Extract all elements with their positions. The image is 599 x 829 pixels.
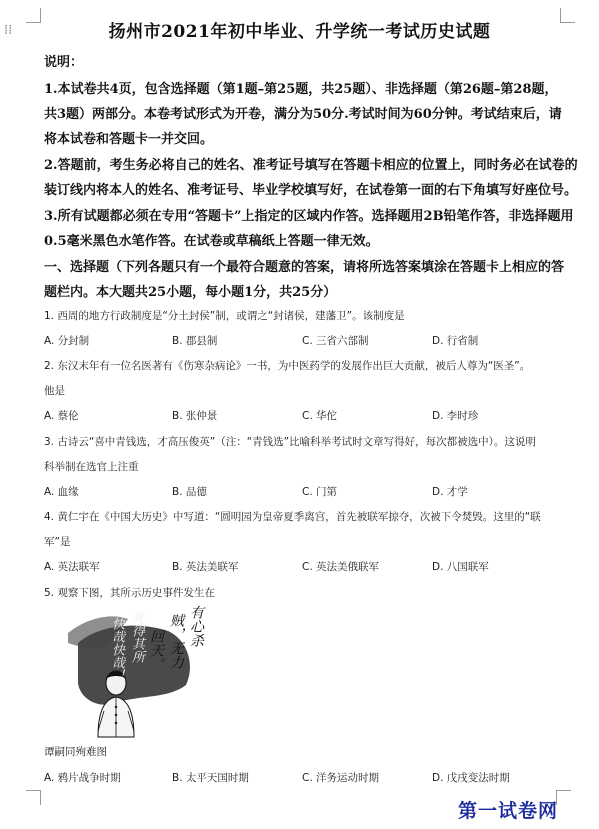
question-5-illustration xyxy=(68,603,206,739)
question-3-stem: 3. 古诗云“喜中青钱选，才高压俊英”（注：“青钱选”比喻科举考试时文章写得好，每次都被选中）。这说明 xyxy=(44,436,536,448)
question-4-option-d[interactable]: D. 八国联军 xyxy=(432,561,489,573)
question-3-option-b[interactable]: B. 品德 xyxy=(172,486,207,498)
instruction-line: 共3题）两部分。本卷考试形式为开卷，满分为50分.考试时间为60分钟。考试结束后，请 xyxy=(44,107,562,122)
question-1-option-d[interactable]: D. 行省制 xyxy=(432,335,479,347)
question-3-option-a[interactable]: A. 血缘 xyxy=(44,486,79,498)
drag-handle-icon[interactable]: ⁞⁞ xyxy=(4,23,13,38)
figure-text: 快哉快哉！ xyxy=(109,617,124,682)
instruction-line: 1.本试卷共4页，包含选择题（第1题–第25题，共25题）、非选择题（第26题–第28题， xyxy=(44,82,558,97)
figure-text: 贼，无力 xyxy=(168,613,184,669)
question-2-stem: 他是 xyxy=(44,385,65,397)
question-2-option-a[interactable]: A. 蔡伦 xyxy=(44,410,79,422)
question-3-option-c[interactable]: C. 门第 xyxy=(302,486,338,498)
section-heading: 题栏内。本大题共25小题，每小题1分，共25分） xyxy=(44,285,337,300)
question-1-stem: 1. 西周的地方行政制度是“分土封侯”制，或谓之“封诸侯，建藩卫”。该制度是 xyxy=(44,310,405,322)
instruction-line: 装订线内将本人的姓名、准考证号、毕业学校填写好，在试卷第一面的右下角填写好座位号。 xyxy=(44,183,578,198)
question-4-stem: 军”是 xyxy=(44,536,71,548)
instruction-line: 3.所有试题都必须在专用“答题卡”上指定的区域内作答。选择题用2B铅笔作答，非选择题用 xyxy=(44,209,574,224)
instructions-heading: 说明： xyxy=(44,55,84,70)
instruction-line: 将本试卷和答题卡一并交回。 xyxy=(44,132,214,147)
figure-text: 回天。 xyxy=(148,629,164,671)
figure-text: 死得其所 xyxy=(129,611,144,663)
question-2-option-b[interactable]: B. 张仲景 xyxy=(172,410,218,422)
question-1-option-a[interactable]: A. 分封制 xyxy=(44,335,90,347)
question-5-option-b[interactable]: B. 太平天国时期 xyxy=(172,772,249,784)
crop-mark-bottom-left xyxy=(26,790,41,805)
section-heading: 一、选择题（下列各题只有一个最符合题意的答案，请将所选答案填涂在答题卡上相应的答 xyxy=(44,260,565,275)
crop-mark-bottom-right xyxy=(556,790,571,805)
question-5-option-a[interactable]: A. 鸦片战争时期 xyxy=(44,772,121,784)
page-title: 扬州市2021年初中毕业、升学统一考试历史试题 xyxy=(108,22,491,42)
question-4-option-a[interactable]: A. 英法联军 xyxy=(44,561,100,573)
question-5-caption: 谭嗣同殉难图 xyxy=(44,746,107,758)
question-1-option-c[interactable]: C. 三省六部制 xyxy=(302,335,369,347)
question-1-option-b[interactable]: B. 郡县制 xyxy=(172,335,218,347)
question-2-stem: 2. 东汉末年有一位名医著有《伤寒杂病论》一书，为中医药学的发展作出巨大贡献，被后人尊为“医圣”。 xyxy=(44,360,531,372)
figure-calligraphy xyxy=(68,603,206,739)
question-5-option-c[interactable]: C. 洋务运动时期 xyxy=(302,772,380,784)
question-3-option-d[interactable]: D. 才学 xyxy=(432,486,468,498)
figure-text: 有心杀 xyxy=(188,605,204,647)
question-3-stem: 科举制在选官上注重 xyxy=(44,461,139,473)
question-5-stem: 5. 观察下图，其所示历史事件发生在 xyxy=(44,587,215,599)
instruction-line: 0.5毫米黑色水笔作答。在试卷或草稿纸上答题一律无效。 xyxy=(44,234,379,249)
question-5-option-d[interactable]: D. 戊戌变法时期 xyxy=(432,772,510,784)
question-4-option-c[interactable]: C. 英法美俄联军 xyxy=(302,561,380,573)
question-4-option-b[interactable]: B. 英法美联军 xyxy=(172,561,239,573)
question-2-option-d[interactable]: D. 李时珍 xyxy=(432,410,479,422)
question-2-option-c[interactable]: C. 华佗 xyxy=(302,410,338,422)
question-4-stem: 4. 黄仁宇在《中国大历史》中写道：“圆明园为皇帝夏季离宫，首先被联军掠夺，次被下令焚毁。这里的“联 xyxy=(44,511,541,523)
site-watermark: 第一试卷网 xyxy=(458,800,559,822)
instruction-line: 2.答题前，考生务必将自己的姓名、准考证号填写在答题卡相应的位置上，同时务必在试卷的 xyxy=(44,158,578,173)
